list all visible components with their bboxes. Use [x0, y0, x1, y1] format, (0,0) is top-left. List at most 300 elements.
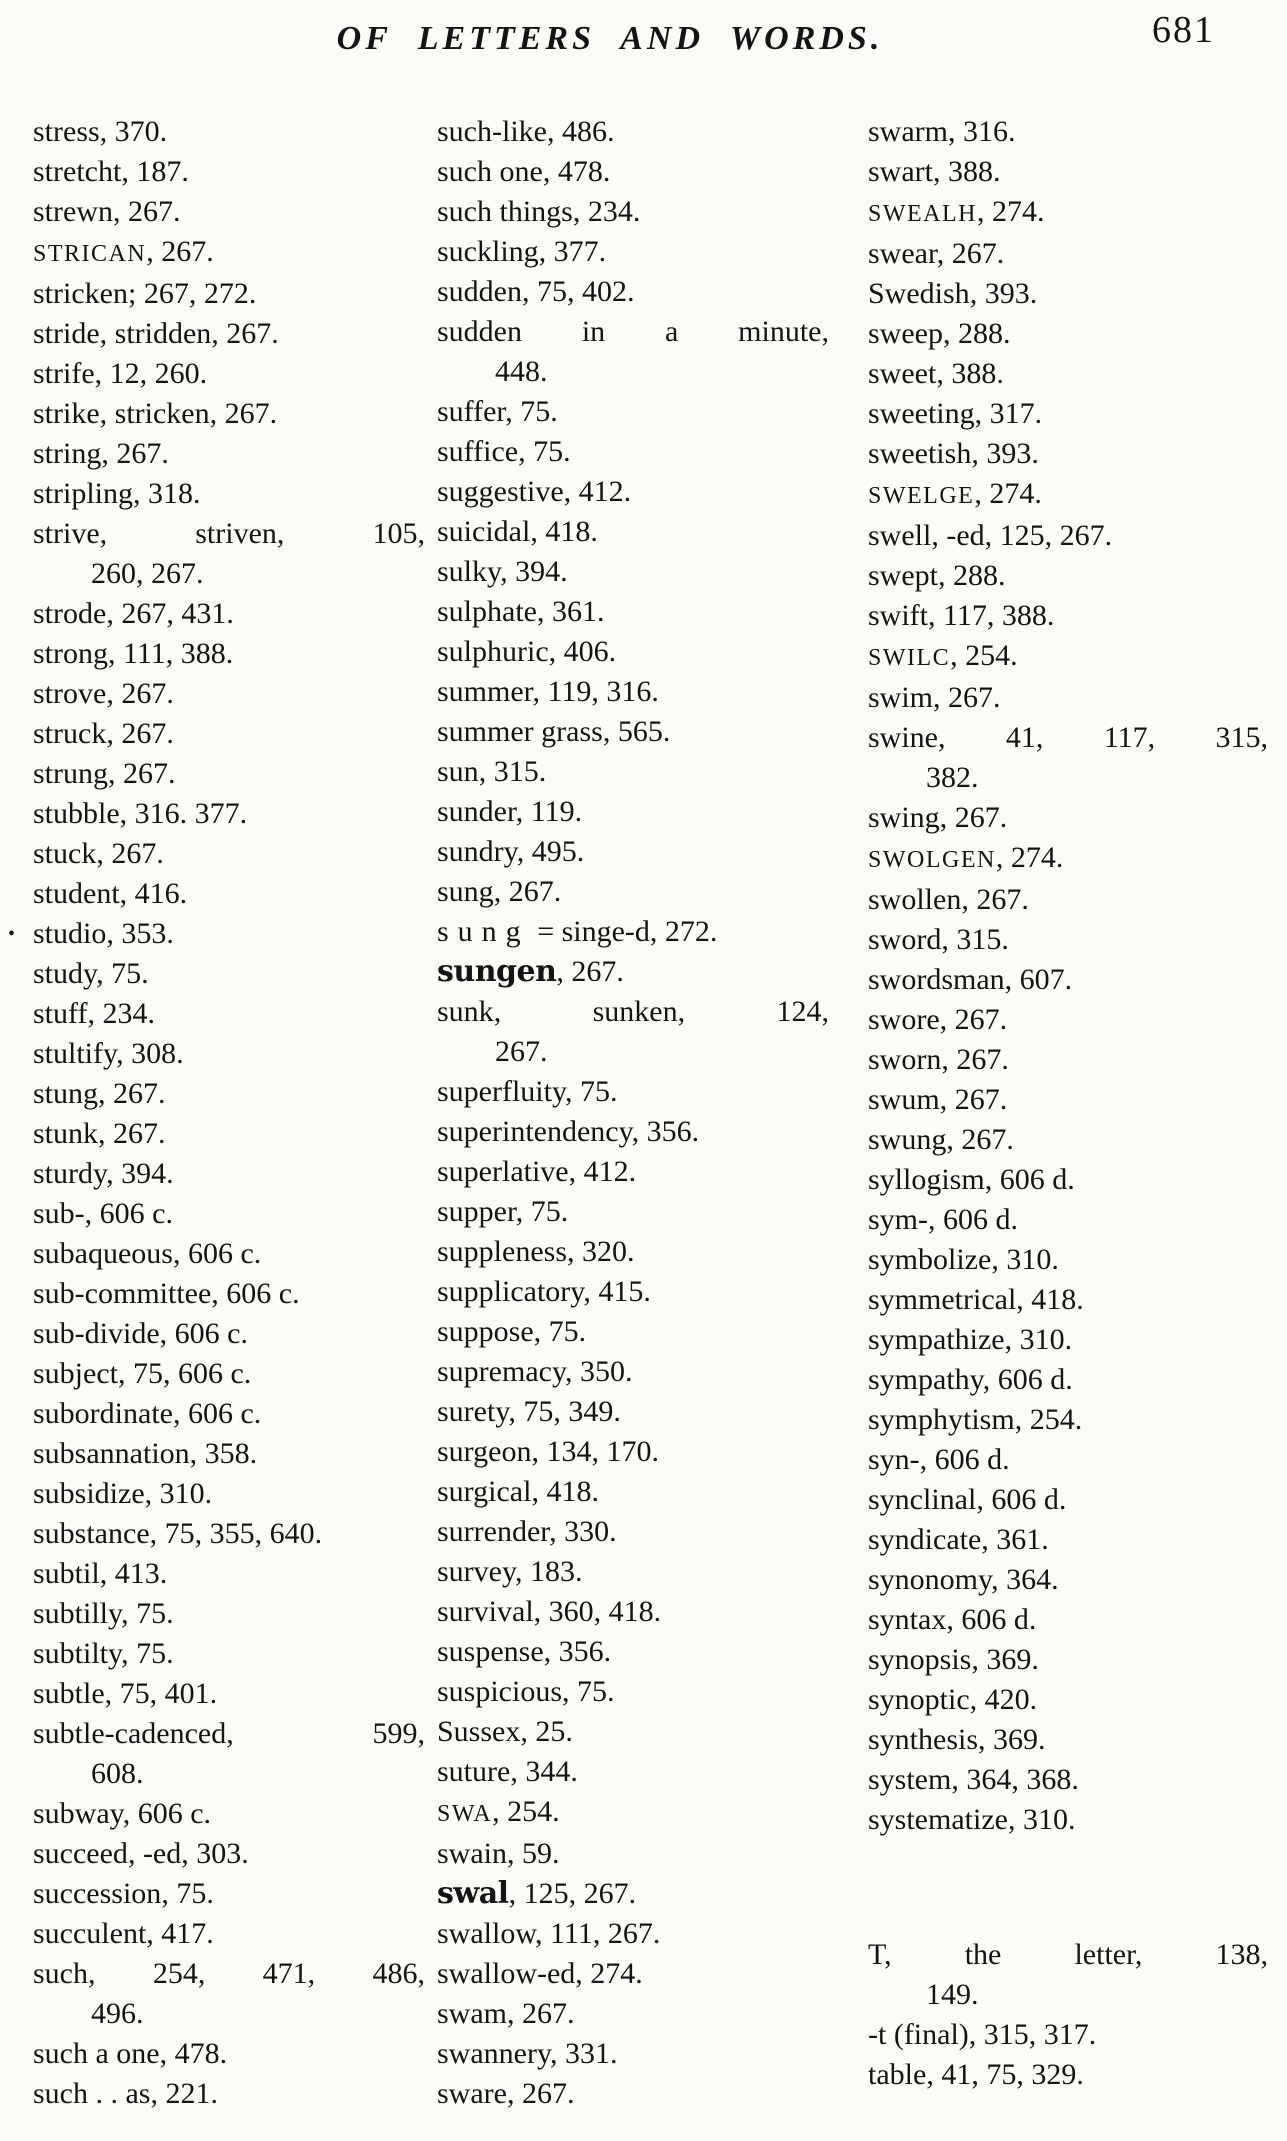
- entry-word: superintendency: [437, 1115, 632, 1148]
- index-entry: [437, 1152, 829, 1192]
- entry-refs: , 606 d.: [919, 1443, 1010, 1476]
- index-entry: [33, 1634, 425, 1674]
- entry-refs: , 418.: [530, 515, 598, 548]
- index-entry: [33, 1434, 425, 1474]
- entry-word: swal: [437, 1876, 509, 1911]
- entry-word: stubble: [33, 797, 120, 830]
- index-entry: [437, 1752, 829, 1792]
- entry-word: swart: [868, 155, 933, 188]
- index-entry: [437, 912, 829, 952]
- entry-refs: , 412.: [568, 1155, 637, 1188]
- index-entry: [437, 1632, 829, 1672]
- entry-refs: , 393.: [969, 277, 1038, 310]
- entry-refs: , 267.: [939, 1083, 1008, 1116]
- entry-refs: , 267, 431.: [106, 597, 234, 630]
- entry-refs: , 353.: [106, 917, 174, 950]
- entry-word: syndicate: [868, 1523, 982, 1556]
- entry-refs: , 119.: [515, 795, 583, 828]
- entry-refs: , 370.: [99, 115, 168, 148]
- index-entry: [868, 798, 1268, 838]
- index-entry: [33, 274, 425, 314]
- entry-word: substance: [33, 1517, 150, 1550]
- entry-refs: , 274.: [575, 1957, 643, 1990]
- entry-word: sym-: [868, 1203, 928, 1236]
- entry-refs: , 75.: [533, 1315, 587, 1348]
- index-entry: [868, 1240, 1268, 1280]
- index-entry: [33, 1674, 425, 1714]
- entry-word: surgeon: [437, 1435, 532, 1468]
- entry-refs: , 310.: [1007, 1803, 1076, 1836]
- entry-refs: , 267.: [939, 1003, 1008, 1036]
- entry-word: surety: [437, 1395, 509, 1428]
- entry-refs: , 75.: [505, 395, 558, 428]
- index-entry: [33, 1514, 425, 1554]
- entry-word: Swedish: [868, 277, 970, 310]
- entry-refs: = singe-d, 272.: [529, 915, 718, 948]
- entry-refs: , 288.: [938, 559, 1006, 592]
- entry-refs: , 388.: [932, 155, 1001, 188]
- index-entry: [868, 2015, 1268, 2055]
- entry-word: swine: [868, 721, 938, 754]
- entry-word: stuck: [33, 837, 97, 870]
- entry-refs: , 361.: [981, 1523, 1049, 1556]
- entry-word: surgical: [437, 1475, 532, 1508]
- index-entry: [33, 1354, 425, 1394]
- index-entry: [437, 1672, 829, 1712]
- entry-word: swordsman: [868, 963, 1005, 996]
- index-entry: [437, 592, 829, 632]
- entry-refs: , 41, 117, 315,: [938, 721, 1268, 754]
- index-entry: [33, 1034, 425, 1074]
- index-entry: [437, 1954, 829, 1994]
- entry-word: succeed: [33, 1837, 128, 1870]
- entry-refs: , 606 c.: [159, 1317, 248, 1350]
- index-entry: [437, 872, 829, 912]
- entry-word: such a one: [33, 2037, 160, 2070]
- entry-refs: , 41, 75, 329.: [926, 2058, 1084, 2091]
- entry-refs: , 388.: [936, 357, 1004, 390]
- entry-word: subaqueous: [33, 1237, 173, 1270]
- entry-refs: , -ed, 303.: [127, 1837, 249, 1870]
- entry-word: such . . as: [33, 2077, 151, 2110]
- entry-refs: , 356.: [543, 1635, 612, 1668]
- index-entry: [437, 152, 829, 192]
- index-entry: [33, 354, 425, 394]
- entry-refs: , 267.: [106, 717, 174, 750]
- entry-refs: , 318.: [133, 477, 201, 510]
- entry-word: sundry: [437, 835, 517, 868]
- entry-refs: , 315, 317.: [968, 2018, 1097, 2051]
- index-entry: [33, 1954, 425, 1994]
- entry-word: stunk: [33, 1117, 99, 1150]
- index-entry: [868, 1720, 1268, 1760]
- entry-refs: , 416.: [119, 877, 188, 910]
- entry-refs: , 254.: [950, 639, 1018, 672]
- entry-word: swear: [868, 237, 937, 270]
- entry-refs: , 606 c.: [211, 1277, 300, 1310]
- entry-word: suicidal: [437, 515, 531, 548]
- entry-refs: , 606 d.: [984, 1163, 1075, 1196]
- entry-word: sunk: [437, 995, 494, 1028]
- entry-word: syn-: [868, 1443, 920, 1476]
- entry-refs: , 274.: [976, 195, 1045, 228]
- index-entry: [868, 1200, 1268, 1240]
- entry-word: suspense: [437, 1635, 544, 1668]
- entry-refs: , 316.: [947, 115, 1016, 148]
- index-entry: [437, 1874, 829, 1914]
- index-entry: [868, 1640, 1268, 1680]
- entry-word: succession: [33, 1877, 162, 1910]
- index-entry: [33, 794, 425, 834]
- entry-refs: , 75, 402.: [522, 275, 635, 308]
- index-entry: [437, 112, 829, 152]
- entry-refs: , 315.: [478, 755, 547, 788]
- entry-word: -t (final): [868, 2018, 969, 2051]
- entry-refs: , 75.: [96, 957, 149, 990]
- index-entry: [868, 1480, 1268, 1520]
- entry-refs: , 606 d.: [982, 1363, 1073, 1396]
- entry-word: supper: [437, 1195, 516, 1228]
- entry-refs: , 267.: [507, 1997, 575, 2030]
- entry-refs: , 606 c.: [84, 1197, 173, 1230]
- entry-refs: , 606 d.: [976, 1483, 1067, 1516]
- entry-continuation: 382.: [926, 761, 979, 794]
- index-entry: [33, 1914, 425, 1954]
- index-entry: [868, 1600, 1268, 1640]
- entry-word: system: [868, 1763, 952, 1796]
- entry-word: sung: [437, 875, 494, 908]
- index-entry: [33, 1394, 425, 1434]
- entry-refs: , 267.: [108, 757, 176, 790]
- index-entry: [868, 718, 1268, 758]
- index-entry: [437, 1112, 829, 1152]
- entry-refs: , 369.: [971, 1643, 1039, 1676]
- index-entry: [437, 752, 829, 792]
- entry-word: strung: [33, 757, 108, 790]
- entry-word: subsidize: [33, 1477, 145, 1510]
- entry-word: suffer: [437, 395, 506, 428]
- entry-word: superlative: [437, 1155, 569, 1188]
- entry-word: systematize: [868, 1803, 1008, 1836]
- entry-word: T: [868, 1938, 885, 1971]
- index-entry: [868, 920, 1268, 960]
- index-entry: [33, 1834, 425, 1874]
- entry-refs: , 75.: [121, 1597, 174, 1630]
- entry-word: symbolize: [868, 1243, 992, 1276]
- entry-continuation: 608.: [91, 1757, 144, 1790]
- index-entry: [437, 1552, 829, 1592]
- index-entry: [868, 314, 1268, 354]
- entry-refs: , 330.: [549, 1515, 617, 1548]
- index-entry: [437, 1272, 829, 1312]
- entry-refs: , 344.: [510, 1755, 578, 1788]
- entry-refs: , 606 d.: [928, 1203, 1018, 1236]
- entry-continuation: 496.: [91, 1997, 144, 2030]
- index-entry: [868, 1000, 1268, 1040]
- entry-word: table: [868, 2058, 927, 2091]
- entry-word: suture: [437, 1755, 511, 1788]
- entry-refs: , 183.: [515, 1555, 583, 1588]
- index-entry: [437, 632, 829, 672]
- entry-word: sturdy: [33, 1157, 107, 1190]
- index-entry: [437, 1472, 829, 1512]
- index-entry: [33, 514, 425, 554]
- entry-refs: , 25.: [520, 1715, 573, 1748]
- entry-word: swell: [868, 519, 932, 552]
- entry-word: studio: [33, 917, 107, 950]
- index-entry: [33, 1594, 425, 1634]
- entry-word: strove: [33, 677, 107, 710]
- entry-refs: , 267.: [933, 681, 1001, 714]
- entry-word: suffice: [437, 435, 519, 468]
- entry-continuation: 149.: [926, 1978, 979, 2011]
- entry-refs: , 267.: [98, 1077, 166, 1110]
- index-entry: [868, 474, 1268, 516]
- entry-word: symphytism: [868, 1403, 1015, 1436]
- entry-word: succulent: [33, 1917, 147, 1950]
- entry-word: stung: [33, 1077, 99, 1110]
- entry-word: subtilly: [33, 1597, 122, 1630]
- index-entry: [868, 234, 1268, 274]
- index-entry: [437, 1352, 829, 1392]
- index-entry: [33, 834, 425, 874]
- entry-refs: , 412.: [563, 475, 632, 508]
- entry-refs: , 486.: [546, 115, 615, 148]
- index-entry: [868, 1935, 1268, 1975]
- entry-word: SWEALH: [868, 201, 977, 227]
- index-entry: [437, 992, 829, 1032]
- entry-refs: , 75, 606 c.: [117, 1357, 252, 1390]
- entry-word: suckling: [437, 235, 539, 268]
- entry-word: sun: [437, 755, 479, 788]
- entry-word: swept: [868, 559, 938, 592]
- index-entry: [868, 960, 1268, 1000]
- entry-refs: , stridden, 267.: [99, 317, 279, 350]
- entry-word: synoptic: [868, 1683, 970, 1716]
- entry-refs: , 413.: [99, 1557, 168, 1590]
- entry-refs: , 75.: [565, 1075, 618, 1108]
- index-entry: [33, 232, 425, 274]
- index-entry: [8, 914, 425, 954]
- entry-refs: , 418.: [1016, 1283, 1084, 1316]
- entry-refs: , 607.: [1004, 963, 1073, 996]
- entry-refs: , 267.: [936, 237, 1005, 270]
- index-entry: [33, 192, 425, 232]
- entry-word: summer: [437, 675, 533, 708]
- entry-refs: , 125, 267.: [508, 1877, 637, 1910]
- index-entry: [437, 832, 829, 872]
- index-entry: [437, 1994, 829, 2034]
- entry-word: swift: [868, 599, 928, 632]
- index-entry: [437, 1232, 829, 1272]
- entry-refs: , 606 d.: [946, 1603, 1037, 1636]
- entry-word: sympathize: [868, 1323, 1005, 1356]
- entry-word: swannery: [437, 2037, 551, 2070]
- index-entry: [33, 1114, 425, 1154]
- index-entry: [868, 152, 1268, 192]
- entry-word: subway: [33, 1797, 123, 1830]
- entry-word: strewn: [33, 195, 113, 228]
- entry-refs: , 364.: [991, 1563, 1059, 1596]
- entry-continuation: 260, 267.: [91, 557, 204, 590]
- index-entry: [437, 1192, 829, 1232]
- entry-refs: , 415.: [583, 1275, 651, 1308]
- page-number: 681: [1152, 9, 1215, 51]
- entry-word: swarm: [868, 115, 948, 148]
- entry-refs: , 369.: [978, 1723, 1046, 1756]
- entry-refs: , 420.: [969, 1683, 1038, 1716]
- entry-refs: , 418.: [531, 1475, 599, 1508]
- entry-refs: , 267.: [506, 2077, 575, 2110]
- index-entry: [868, 1680, 1268, 1720]
- index-entry: [33, 674, 425, 714]
- entry-refs: , 111, 267.: [535, 1917, 661, 1950]
- entry-refs: , 75, 355, 640.: [149, 1517, 323, 1550]
- index-entry: [868, 1520, 1268, 1560]
- entry-word: string: [33, 437, 102, 470]
- entry-refs: , 267.: [493, 875, 562, 908]
- entry-refs: , 315.: [941, 923, 1009, 956]
- entry-word: strode: [33, 597, 107, 630]
- entry-refs: , 267.: [556, 955, 624, 988]
- entry-word: strike: [33, 397, 100, 430]
- entry-refs: , 606 c.: [122, 1797, 212, 1830]
- index-entry: [33, 1794, 425, 1834]
- index-entry: [33, 754, 425, 794]
- index-entry: [868, 1080, 1268, 1120]
- entry-continuation: 267.: [495, 1035, 548, 1068]
- index-entry: [33, 152, 425, 192]
- index-entry: [437, 1072, 829, 1112]
- entry-word: such one: [437, 155, 543, 188]
- entry-word: swore: [868, 1003, 940, 1036]
- entry-refs: , 254.: [1014, 1403, 1083, 1436]
- index-entry: [33, 714, 425, 754]
- index-entry: [437, 432, 829, 472]
- entry-refs: , 331.: [550, 2037, 618, 2070]
- entry-refs: , 267.: [939, 801, 1008, 834]
- index-entry: [33, 1154, 425, 1194]
- index-entry: [33, 994, 425, 1034]
- margin-ink-dot: •: [8, 923, 16, 945]
- index-entry: [437, 192, 829, 232]
- entry-refs: , 119, 316.: [532, 675, 659, 708]
- entry-word: survival: [437, 1595, 534, 1628]
- entry-word: study: [33, 957, 97, 990]
- entry-refs: , 358.: [189, 1437, 258, 1470]
- entry-word: strife: [33, 357, 95, 390]
- index-entry: [437, 1312, 829, 1352]
- entry-refs: , -ed, 125, 267.: [931, 519, 1113, 552]
- entry-word: suspicious: [437, 1675, 563, 1708]
- entry-refs: , 267.: [941, 1043, 1009, 1076]
- entry-word: subtle: [33, 1677, 105, 1710]
- entry-continuation: 448.: [495, 355, 548, 388]
- entry-word: sungen: [437, 954, 557, 989]
- index-entry: [437, 1834, 829, 1874]
- entry-word: symmetrical: [868, 1283, 1017, 1316]
- entry-word: synthesis: [868, 1723, 979, 1756]
- index-column-1: [8, 112, 425, 2114]
- index-entry: [868, 2055, 1268, 2095]
- entry-word: stress: [33, 115, 100, 148]
- entry-word: sulphate: [437, 595, 537, 628]
- entry-word: sulky: [437, 555, 501, 588]
- entry-word: such things: [437, 195, 573, 228]
- entry-refs: , the letter, 138,: [884, 1938, 1268, 1971]
- index-entry: [868, 1400, 1268, 1440]
- entry-word: sudden: [437, 315, 522, 348]
- entry-word: stretcht: [33, 155, 122, 188]
- entry-word: sudden: [437, 275, 522, 308]
- entry-word: sweep: [868, 317, 943, 350]
- entry-refs: , 394.: [500, 555, 568, 588]
- index-entry: [868, 556, 1268, 596]
- entry-word: synclinal: [868, 1483, 977, 1516]
- index-entry: [33, 474, 425, 514]
- entry-word: sunder: [437, 795, 516, 828]
- entry-refs: , 221.: [150, 2077, 218, 2110]
- entry-refs: , 356.: [631, 1115, 700, 1148]
- index-entry: [868, 596, 1268, 636]
- index-entry: [868, 636, 1268, 678]
- entry-refs: , 75.: [515, 1195, 569, 1228]
- entry-word: sulphuric: [437, 635, 549, 668]
- index-entry: [868, 516, 1268, 556]
- entry-refs: , 361.: [536, 595, 605, 628]
- entry-word: sword: [868, 923, 942, 956]
- index-entry: [33, 954, 425, 994]
- entry-word: syllogism: [868, 1163, 985, 1196]
- entry-word: strong: [33, 637, 108, 670]
- entry-word: stride: [33, 317, 100, 350]
- entry-word: subordinate: [33, 1397, 173, 1430]
- entry-refs: , stricken, 267.: [99, 397, 278, 430]
- entry-word: superfluity: [437, 1075, 566, 1108]
- entry-refs: , 377.: [538, 235, 607, 268]
- index-entry: [868, 1360, 1268, 1400]
- entry-word: subsannation: [33, 1437, 190, 1470]
- index-entry: [33, 2074, 425, 2114]
- entry-refs: , 12, 260.: [94, 357, 208, 390]
- index-entry: [437, 232, 829, 272]
- index-entry: [437, 1712, 829, 1752]
- index-entry: [868, 354, 1268, 394]
- index-column-2: [437, 112, 829, 2114]
- index-entry: [437, 952, 829, 992]
- entry-refs: , 75, 401.: [104, 1677, 218, 1710]
- index-entry: [33, 594, 425, 634]
- index-entry: [437, 1914, 829, 1954]
- entry-word: syntax: [868, 1603, 947, 1636]
- entry-word: sworn: [868, 1043, 942, 1076]
- entry-word: student: [33, 877, 120, 910]
- entry-refs: , 75.: [161, 1877, 214, 1910]
- section-gap: [868, 1840, 1268, 1935]
- entry-word: suppleness: [437, 1235, 567, 1268]
- entry-refs: , 267.: [96, 837, 164, 870]
- entry-refs: , 267.: [146, 235, 214, 268]
- index-entry: [868, 274, 1268, 314]
- entry-refs: , 316. 377.: [119, 797, 248, 830]
- entry-word: swung: [868, 1123, 947, 1156]
- index-entry: [33, 874, 425, 914]
- index-entry: [868, 1280, 1268, 1320]
- entry-refs: , striven, 105,: [99, 517, 425, 550]
- entry-word: supremacy: [437, 1355, 565, 1388]
- index-entry: [437, 1392, 829, 1432]
- entry-word: sub-: [33, 1197, 85, 1230]
